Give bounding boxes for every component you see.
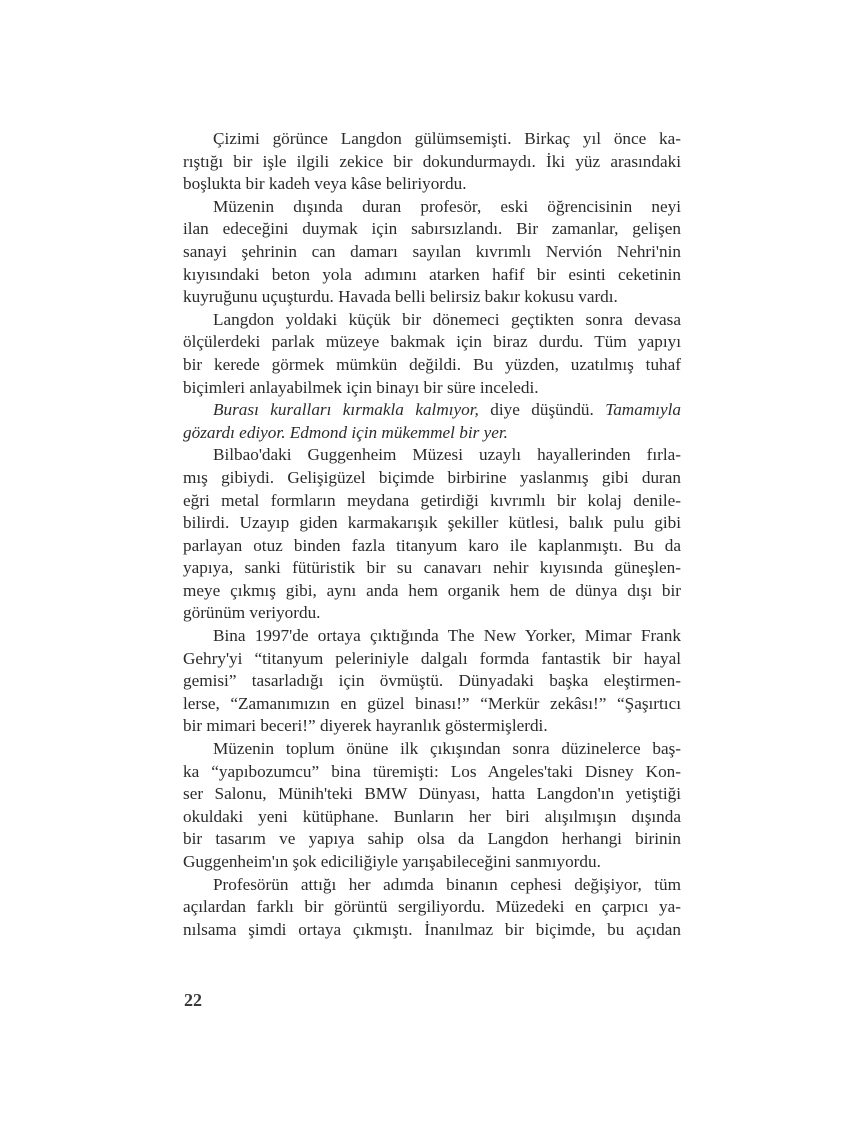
text-line: gemisi” tasarladığı için övmüştü. Dünyadaki başka eleştirmen- bbox=[183, 671, 681, 691]
text-line: rıştığı bir işle ilgili zekice bir dokundurmaydı. İki yüz arasındaki bbox=[183, 151, 681, 171]
text-line: Gehry'yi “titanyum peleriniyle dalgalı formda fantastik bir hayal bbox=[183, 648, 681, 668]
text-line: ilan edeceğini duymak için sabırsızlandı. Bir zamanlar, gelişen bbox=[183, 219, 681, 239]
text-line: kuyruğunu uçuşturdu. Havada belli belirsiz bakır kokusu vardı. bbox=[183, 287, 618, 307]
text-line: Langdon yoldaki küçük bir dönemeci geçtikten sonra devasa bbox=[213, 309, 681, 329]
text-line: kıyısındaki beton yola adımını atarken hafif bir esinti ceketinin bbox=[183, 264, 681, 284]
paragraph-3 bbox=[183, 309, 681, 399]
paragraph-2 bbox=[183, 196, 681, 309]
text-line: ser Salonu, Münih'teki BMW Dünyası, hatta Langdon'ın yetiştiği bbox=[183, 784, 681, 804]
text-line: Guggenheim'ın şok ediciliğiyle yarışabileceğini sanmıyordu. bbox=[183, 852, 601, 871]
text-line: Müzenin dışında duran profesör, eski öğrencisinin neyi bbox=[213, 196, 681, 216]
text-line: görünüm veriyordu. bbox=[183, 603, 321, 623]
paragraph-4-inner-thought bbox=[183, 399, 681, 444]
paragraph-5 bbox=[183, 444, 681, 625]
text-line: nılsama şimdi ortaya çıkmıştı. İnanılmaz bir biçimde, bu açıdan bbox=[183, 919, 681, 939]
narration: diye düşündü. bbox=[478, 400, 606, 420]
text-line: eğri metal formların meydana getirdiği kıvrımlı bir kolaj denile- bbox=[183, 490, 681, 510]
text-line: meye çıkmış gibi, aynı anda hem organik hem de dünya dışı bir bbox=[183, 580, 681, 600]
text-line: ka “yapıbozumcu” bina türemişti: Los Angeles'taki Disney Kon- bbox=[183, 761, 681, 781]
page-number: 22 bbox=[184, 990, 202, 1010]
text-line: bir kerede görmek mümkün değildi. Bu yüzden, uzatılmış tuhaf bbox=[183, 354, 681, 374]
text-line: boşlukta bir kadeh veya kâse beliriyordu. bbox=[183, 174, 467, 194]
italic-thought: Tamamıyla bbox=[605, 400, 681, 420]
paragraph-1 bbox=[183, 128, 681, 196]
italic-thought: Burası kuralları kırmakla kalmıyor, bbox=[213, 400, 479, 420]
text-line: Çizimi görünce Langdon gülümsemişti. Birkaç yıl önce ka- bbox=[213, 129, 681, 148]
text-line: ölçülerdeki parlak müzeye bakmak için biraz durdu. Tüm yapıyı bbox=[183, 332, 681, 352]
text-line: bir mimari beceri!” diyerek hayranlık göstermişlerdi. bbox=[183, 716, 548, 736]
text-line-italic: gözardı ediyor. Edmond için mükemmel bir yer. bbox=[183, 422, 508, 442]
text-line: açılardan farklı bir görüntü sergiliyordu. Müzedeki en çarpıcı ya- bbox=[183, 897, 681, 917]
text-line: biçimleri anlayabilmek için binayı bir süre inceledi. bbox=[183, 377, 539, 397]
text-line: bir tasarım ve yapıya sahip olsa da Langdon herhangi birinin bbox=[183, 829, 681, 849]
text-line: bilirdi. Uzayıp giden karmakarışık şekiller kütlesi, balık pulu gibi bbox=[183, 513, 681, 533]
text-line: sanayi şehrinin can damarı sayılan kıvrımlı Nervión Nehri'nin bbox=[183, 241, 681, 261]
text-line: Profesörün attığı her adımda binanın cephesi değişiyor, tüm bbox=[213, 874, 681, 894]
text-line: Bilbao'daki Guggenheim Müzesi uzaylı hayallerinden fırla- bbox=[213, 445, 681, 465]
text-line: Bina 1997'de ortaya çıktığında The New Yorker, Mimar Frank bbox=[213, 626, 681, 646]
text-line: mış gibiydi. Gelişigüzel biçimde birbirine yaslanmış gibi duran bbox=[183, 467, 681, 487]
text-line bbox=[183, 399, 681, 422]
text-line: Müzenin toplum önüne ilk çıkışından sonra düzinelerce baş- bbox=[213, 739, 681, 759]
text-line: lerse, “Zamanımızın en güzel binası!” “Merkür zekâsı!” “Şaşırtıcı bbox=[183, 693, 681, 713]
body-text bbox=[183, 128, 681, 941]
paragraph-8 bbox=[183, 874, 681, 942]
text-line: parlayan otuz binden fazla titanyum karo ile kaplanmıştı. Bu da bbox=[183, 535, 681, 555]
text-line: okuldaki yeni kütüphane. Bunların her biri alışılmışın dışında bbox=[183, 806, 681, 826]
text-line: yapıya, sanki fütüristik bir su canavarı nehir kıyısında güneşlen- bbox=[183, 558, 681, 578]
paragraph-6 bbox=[183, 625, 681, 738]
paragraph-7 bbox=[183, 738, 681, 874]
